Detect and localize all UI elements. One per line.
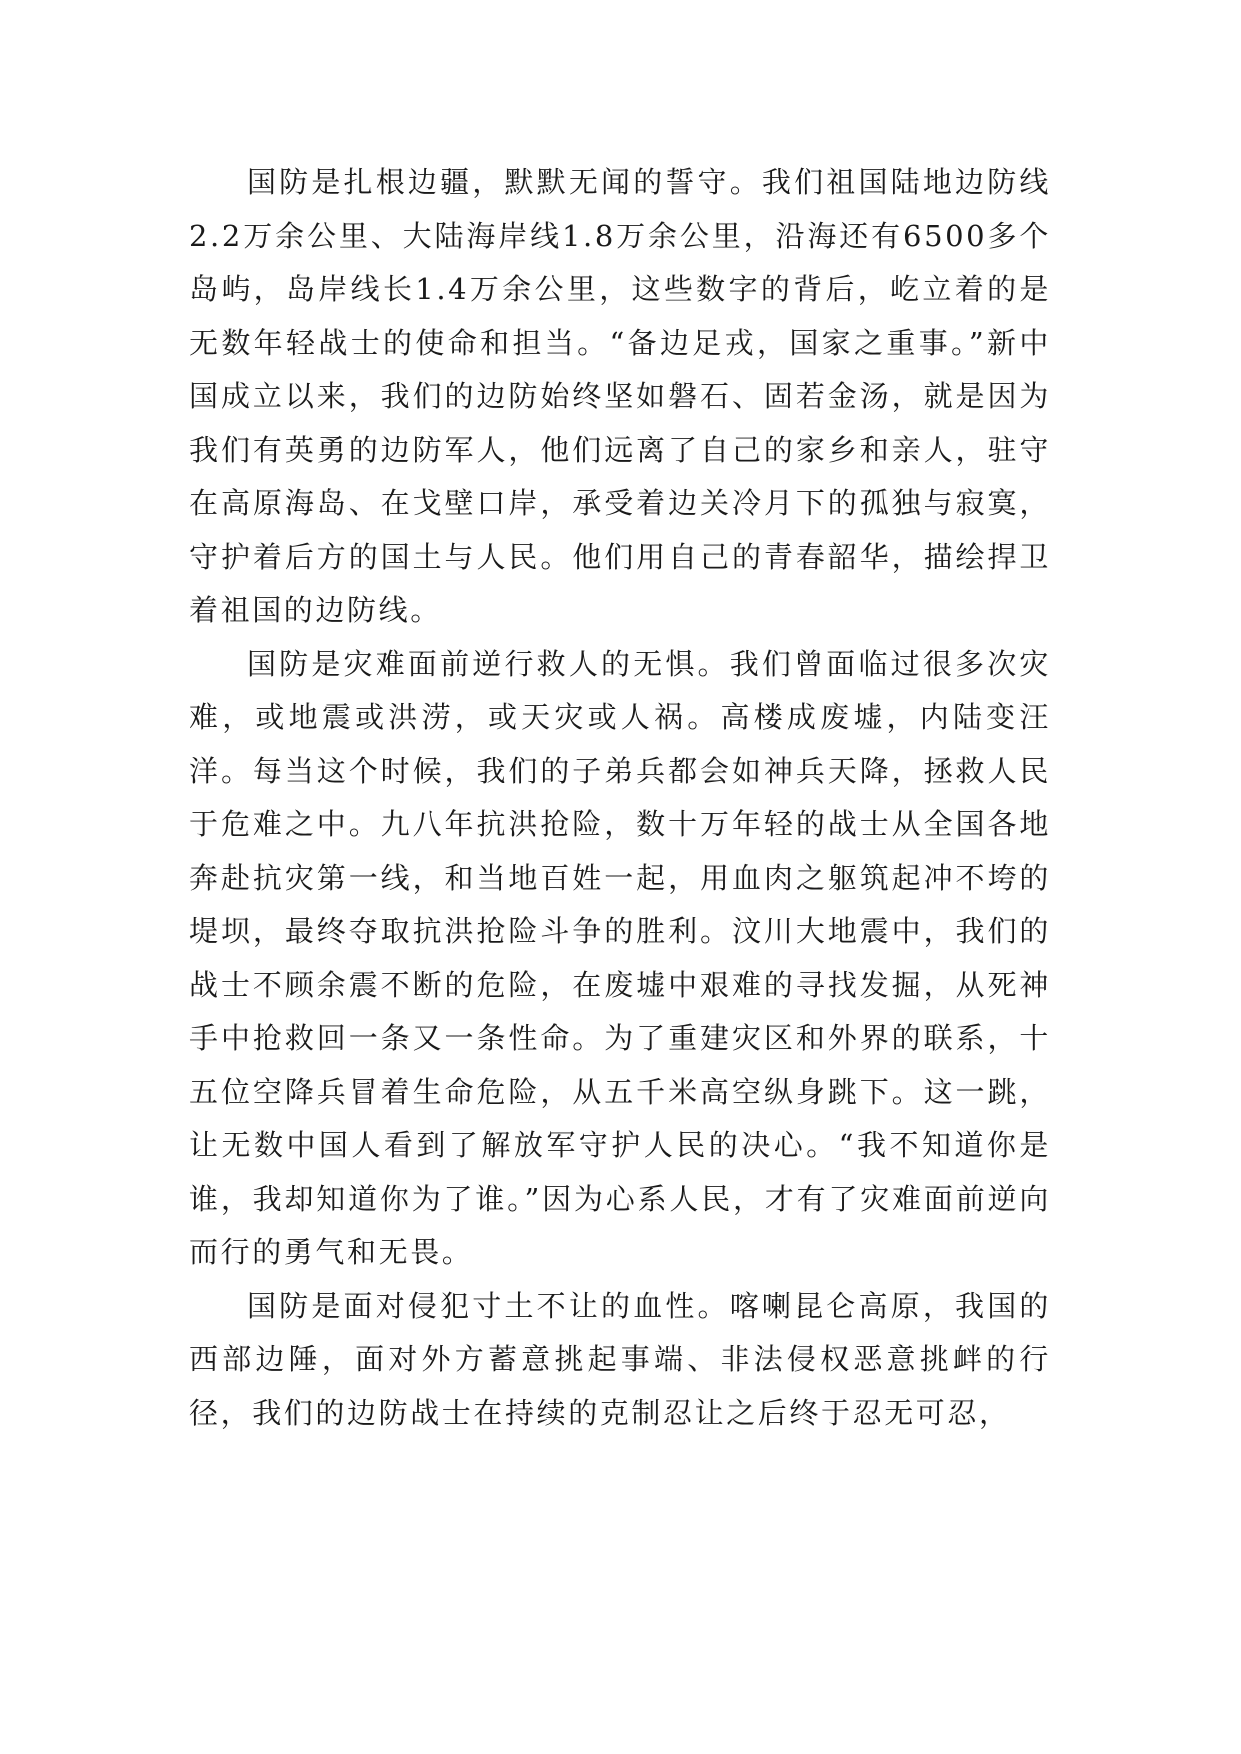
paragraph-disaster-relief: 国防是灾难面前逆行救人的无惧。我们曾面临过很多次灾难，或地震或洪涝，或天灾或人祸。高楼成废墟，内陆变汪洋。每当这个时候，我们的子弟兵都会如神兵天降，拯救人民于危难之中。九八年抗洪抢险，数十万年轻的战士从全国各地奔赴抗灾第一线，和当地百姓一起，用血肉之躯筑起冲不垮的堤坝，最终夺取抗洪抢险斗争的胜利。汶川大地震中，我们的战士不顾余震不断的危险，在废墟中艰难的寻找发掘，从死神手中抢救回一条又一条性命。为了重建灾区和外界的联系，十五位空降兵冒着生命危险，从五千米高空纵身跳下。这一跳，让无数中国人看到了解放军守护人民的决心。“我不知道你是谁，我却知道你为了谁。”因为心系人民，才有了灾难面前逆向而行的勇气和无畏。 [189, 646, 1051, 1269]
document-body [189, 156, 1051, 1440]
paragraph-border-defense: 国防是扎根边疆，默默无闻的誓守。我们祖国陆地边防线2.2万余公里、大陆海岸线1.8万余公里，沿海还有6500多个岛屿，岛岸线长1.4万余公里，这些数字的背后，屹立着的是无数年轻战士的使命和担当。“备边足戎，国家之重事。”新中国成立以来，我们的边防始终坚如磐石、固若金汤，就是因为我们有英勇的边防军人，他们远离了自己的家乡和亲人，驻守在高原海岛、在戈壁口岸，承受着边关冷月下的孤独与寂寞，守护着后方的国土与人民。他们用自己的青春韶华，描绘捍卫着祖国的边防线。 [189, 165, 1051, 627]
paragraph-territorial-defense: 国防是面对侵犯寸土不让的血性。喀喇昆仑高原，我国的西部边陲，面对外方蓄意挑起事端、非法侵权恶意挑衅的行径，我们的边防战士在持续的克制忍让之后终于忍无可忍， [189, 1288, 1051, 1430]
